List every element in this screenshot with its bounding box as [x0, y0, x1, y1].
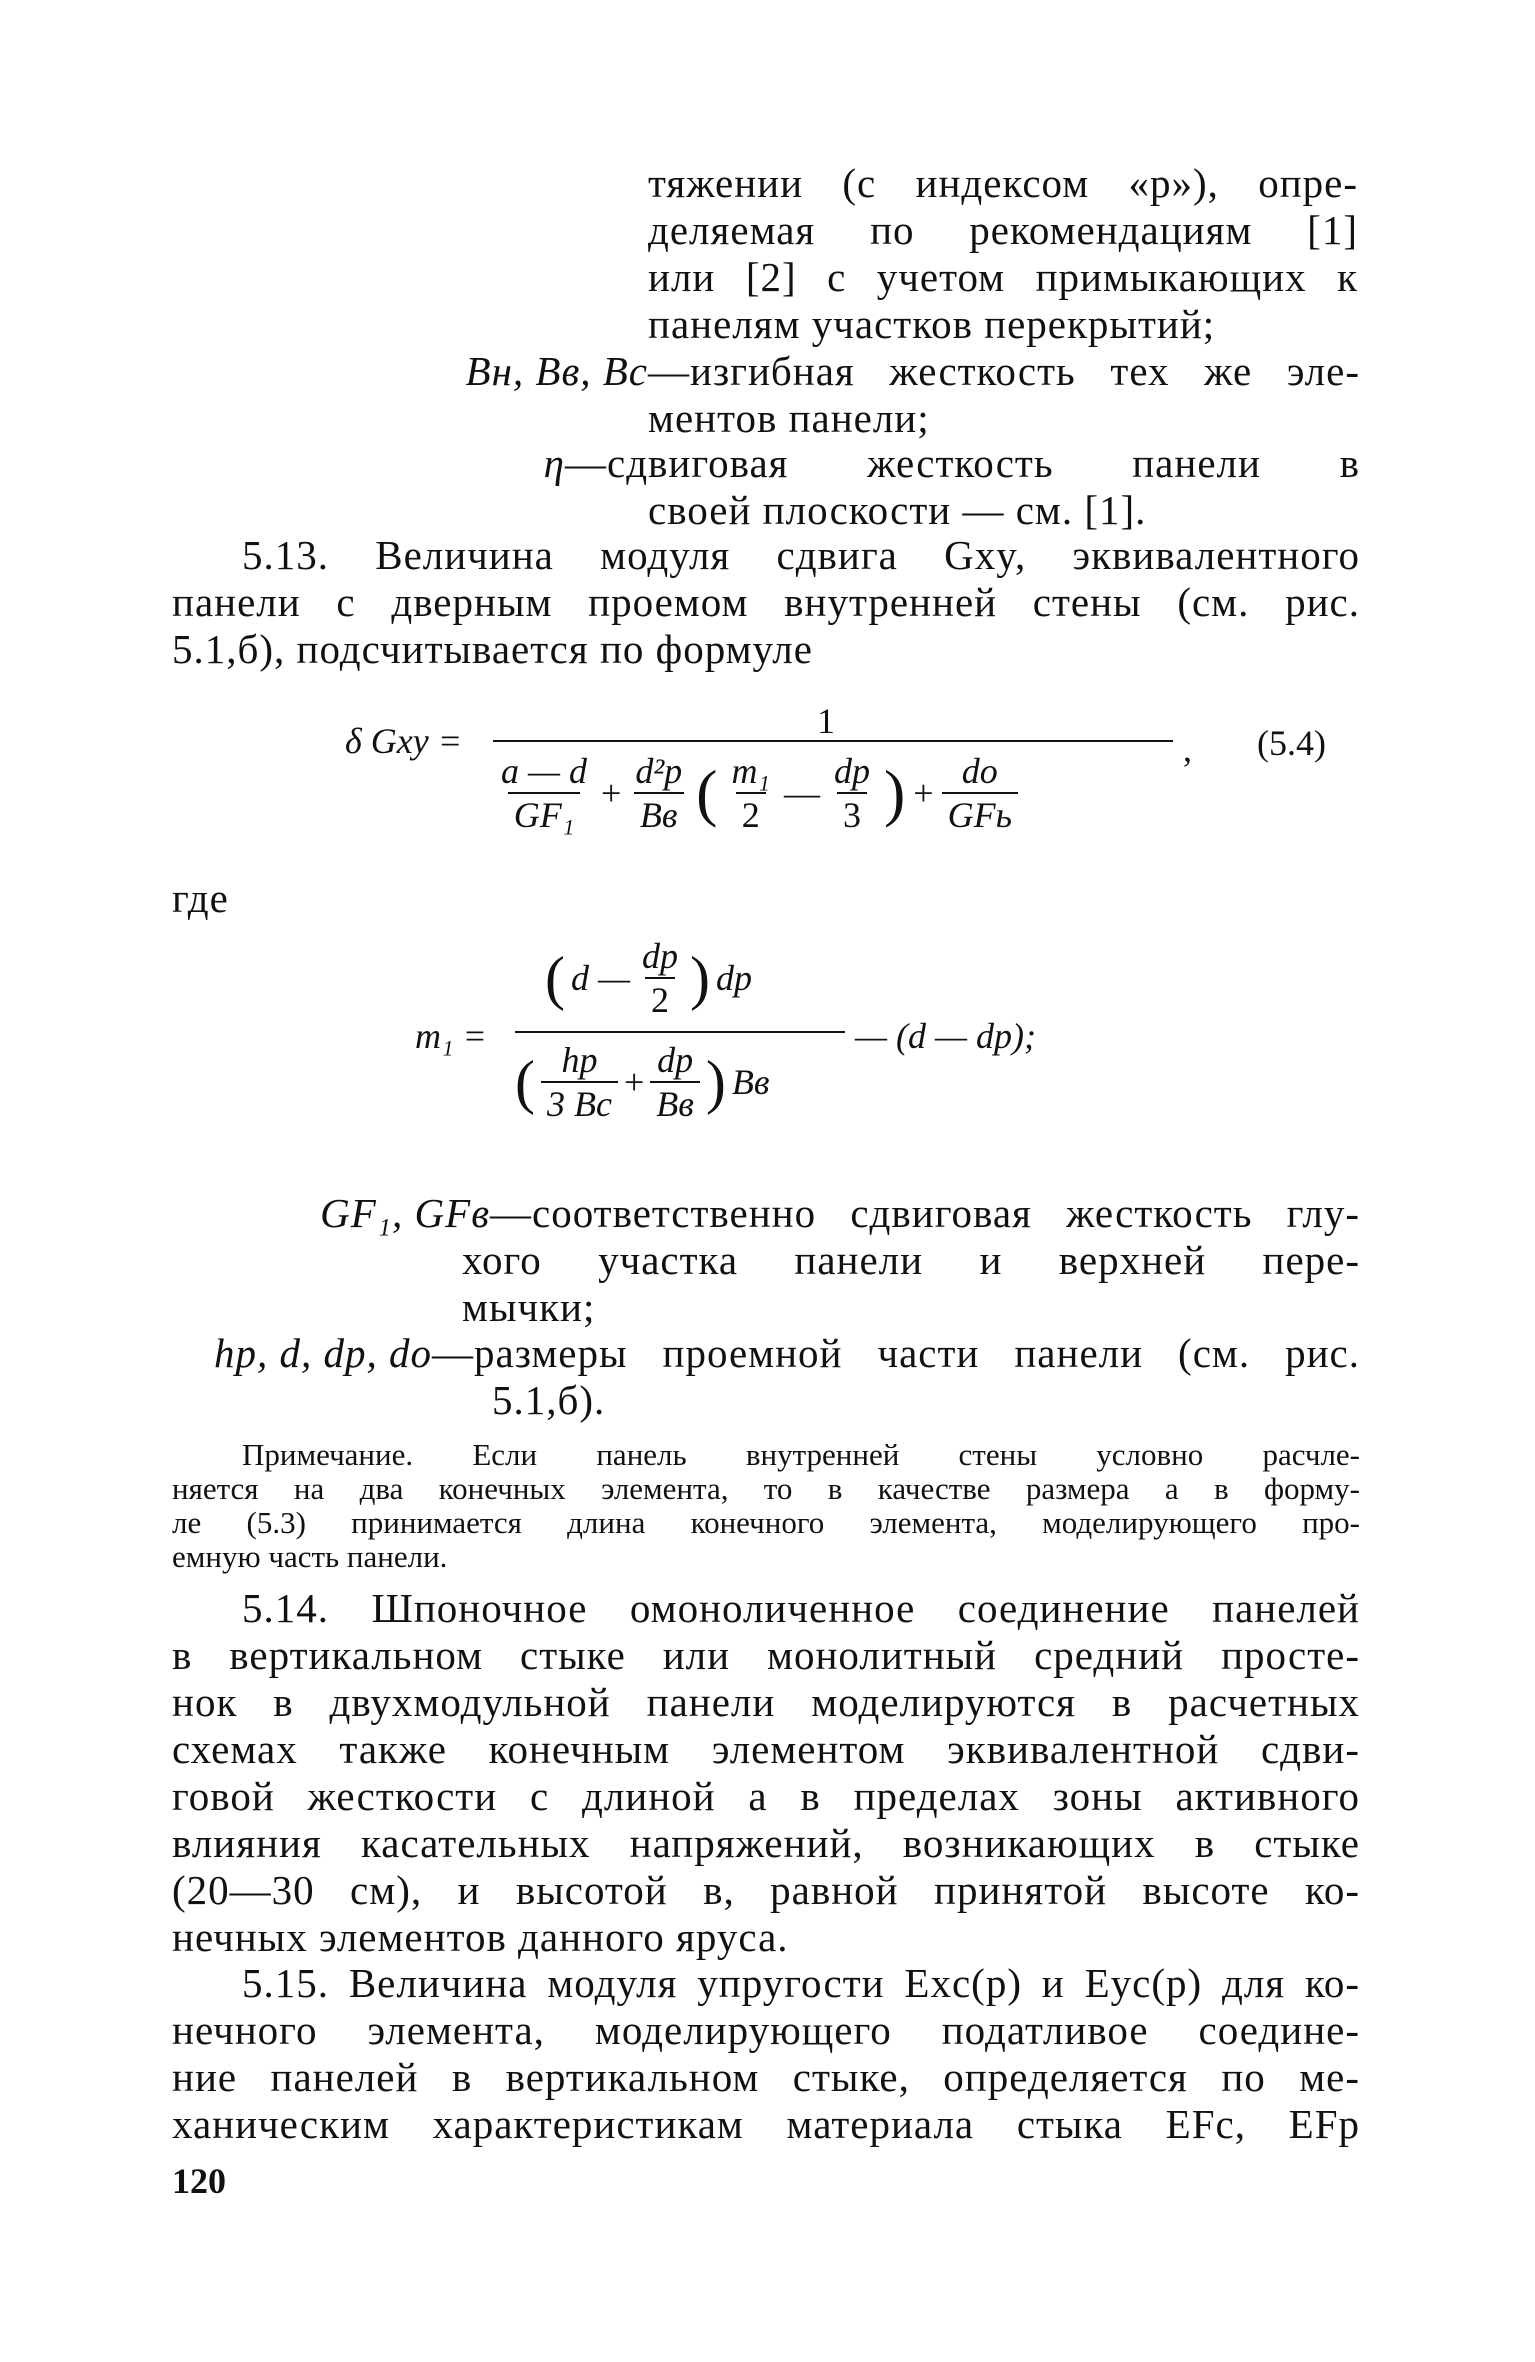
text-line: размеры проемной части панели (см. рис. — [474, 1330, 1360, 1376]
where-label: где — [172, 875, 229, 921]
text-line: нок в двухмодульной панели моделируются в расчетных — [172, 1679, 1360, 1725]
comma: , — [1183, 729, 1192, 769]
paragraph-5-13 — [172, 532, 1360, 673]
formula-lhs: m₁ = — [415, 1016, 487, 1056]
text-line: мычки; — [462, 1284, 596, 1330]
symbol: Bн, Bв, Bс — [465, 348, 648, 394]
text-line: в вертикальном стыке или монолитный средний просте- — [172, 1632, 1360, 1678]
text-line: 5.1,б). — [492, 1377, 606, 1423]
symbol: η — [543, 440, 565, 486]
dash: — — [565, 440, 607, 486]
definition-eta — [360, 440, 1360, 534]
formula-numerator: ( d — $\frac{dр}{2}$ ) dр — [545, 936, 752, 1020]
text-line: сдвиговая жесткость панели в — [607, 440, 1360, 486]
definition-GF — [172, 1190, 1360, 1331]
formula-denominator: $\frac{a — d}{\text{GF₁}}$ + $\frac{\text{d²р}}{Bв}$ ( $\frac{\text{m₁}}{2}$ — $\frac{dр}{3}$ ) + $\frac{dо}{\text{GFь}}$ — [495, 750, 1018, 836]
text-line: няется на два конечных элемента, то в качестве размера a в форму- — [172, 1471, 1360, 1506]
text-line: 5.14. Шпоночное омоноличенное соединение панелей — [242, 1585, 1360, 1631]
paragraph-5-14 — [172, 1585, 1360, 1961]
dash: — — [490, 1190, 532, 1236]
equation-number: (5.4) — [1257, 723, 1326, 763]
text-line: говой жесткости с длиной a в пределах зоны активного — [172, 1773, 1360, 1819]
text-line: ле (5.3) принимается длина конечного элемента, моделирующего про- — [172, 1505, 1360, 1540]
text-line: (20—30 см), и высотой в, равной принятой высоте ко- — [172, 1867, 1360, 1913]
page-number: 120 — [172, 2161, 226, 2201]
fraction: $\frac{dр}{2}$ — [642, 936, 678, 1020]
fraction: $\frac{dо}{\text{GFь}}$ — [942, 750, 1018, 836]
text-line: 5.1,б), подсчитывается по формуле — [172, 626, 813, 672]
fraction: $\frac{\text{m₁}}{2}$ — [731, 751, 770, 835]
text-line: ние панелей в вертикальном стыке, определяется по ме- — [172, 2054, 1360, 2100]
text-line: хого участка панели и верхней пере- — [462, 1237, 1360, 1283]
text-line: 5.13. Величина модуля сдвига Gxy, эквивалентного — [242, 532, 1360, 578]
text-line: ментов панели; — [648, 395, 930, 441]
text-line: тяжении (с индексом «р»), опре- — [648, 160, 1358, 206]
text-line: своей плоскости — см. [1]. — [648, 487, 1147, 533]
formula-m1 — [415, 935, 1135, 1135]
text-line: панелям участков перекрытий; — [648, 301, 1216, 347]
formula-numerator: 1 — [817, 701, 835, 741]
fraction-bar — [493, 740, 1173, 742]
fraction: $\frac{\text{d²р}}{Bв}$ — [635, 751, 683, 835]
text-line: влияния касательных напряжений, возникающих в стыке — [172, 1820, 1360, 1866]
formula-5-4 — [345, 700, 1355, 880]
symbol: GF₁, GFв — [320, 1190, 490, 1236]
text-line: панели с дверным проемом внутренней стены (см. рис. — [172, 579, 1360, 625]
dash: — — [432, 1330, 474, 1376]
definition-B — [360, 348, 1360, 442]
fraction: $\frac{dр}{3}$ — [833, 751, 870, 835]
dash: — — [648, 348, 690, 394]
text-line: ханическим характеристикам материала стыка EFс, EFр — [172, 2101, 1360, 2147]
fraction: $\frac{dр}{Bв}$ — [650, 1039, 700, 1125]
fraction: $\frac{a — d}{\text{GF₁}}$ — [501, 751, 588, 835]
fraction: $\frac{hр}{3 Bс}$ — [541, 1039, 618, 1125]
text-line: изгибная жесткость тех же эле- — [690, 348, 1360, 394]
text-line: емную часть панели. — [172, 1539, 448, 1574]
text-line: 5.15. Величина модуля упругости Exс(р) и Eyс(р) для ко- — [242, 1960, 1360, 2006]
definition-h — [172, 1330, 1360, 1424]
formula-denominator: ( $\frac{hр}{3 Bс}$ + $\frac{dр}{Bв}$ ) Bв — [515, 1040, 770, 1124]
text-line: нечных элементов данного яруса. — [172, 1914, 789, 1960]
formula-rhs: — (d — dр); — [855, 1016, 1036, 1056]
text-line: или [2] с учетом примыкающих к — [648, 254, 1358, 300]
paragraph-5-15 — [172, 1960, 1360, 2148]
symbol: hр, d, dр, dо — [214, 1330, 432, 1376]
text-line: соответственно сдвиговая жесткость глу- — [532, 1190, 1360, 1236]
text-line: Примечание. Если панель внутренней стены условно расчле- — [242, 1437, 1360, 1472]
note — [172, 1438, 1360, 1574]
text-line: схемах также конечным элементом эквивалентной сдви- — [172, 1726, 1360, 1772]
text-line: нечного элемента, моделирующего податливое соедине- — [172, 2007, 1360, 2053]
formula-lhs: δ Gxy = — [345, 721, 462, 761]
fraction-bar — [515, 1031, 845, 1033]
text-line: деляемая по рекомендациям [1] — [648, 207, 1358, 253]
definition-continuation — [648, 160, 1358, 348]
